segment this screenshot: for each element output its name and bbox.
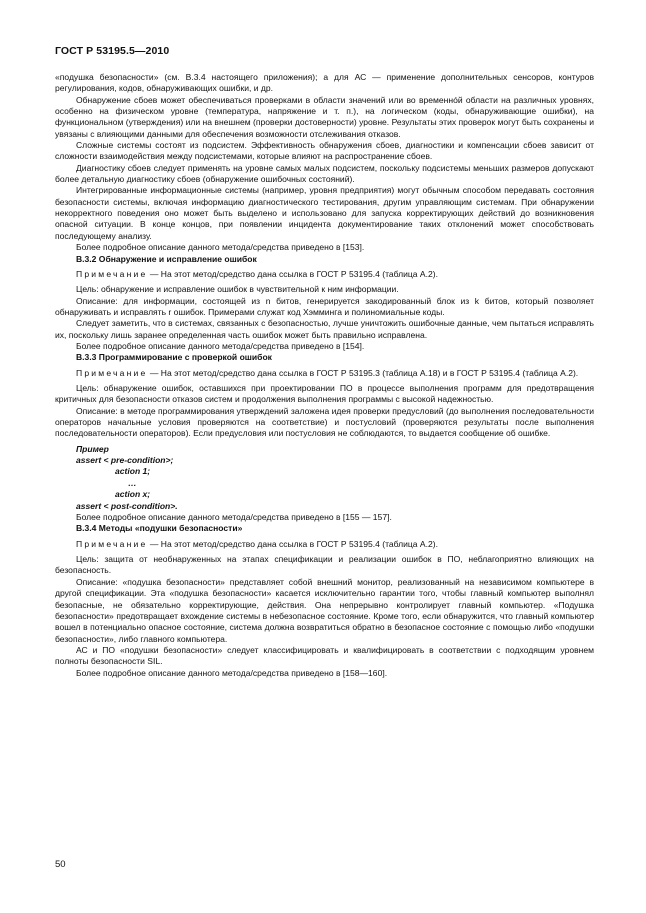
code-line: action 1; [115, 466, 151, 477]
code-line: action x; [115, 489, 151, 500]
paragraph: Цель: обнаружение и исправление ошибок в чувствительной к ним информации. [76, 284, 399, 295]
paragraph: Диагностику сбоев следует применять на уровне самых малых подсистем, поскольку подсистемы меньших размеров допускают более детальную диагностику сбоев (обнаружение ошибочных состояний). [55, 162, 594, 185]
code-line: … [128, 477, 137, 488]
paragraph: Описание: в методе программирования утверждений заложена идея проверки предусловий (до выполнения последовательности операторов начальные условия проверяются на соответствие) и постусловий (проверяются результаты после выполнения последовательности операторов). Если предусловия или постусловия не соблюдаются, то выдается сообщение об ошибке. [55, 405, 594, 439]
paragraph: Обнаружение сбоев может обеспечиваться проверками в области значений или во временнóй области на различных уровнях, особенно на физическом уровне (температура, напряжение и т. п.), на логическом (коды, обнаруживающие ошибки), на функциональном (утверждения) или на внешнем (проверки достоверности) уровне. Результаты этих проверок могут быть сохранены и увязаны с влияющими данными для обеспечения возможности отслеживания отказов. [55, 94, 594, 139]
note-label: Примечание [76, 367, 148, 378]
paragraph: Следует заметить, что в системах, связанных с безопасностью, лучше уничтожить ошибочные данные, чем пытаться исправлять их, поскольку лишь заранее определенная часть ошибок может быть правильно исправлена. [55, 318, 594, 340]
paragraph: Сложные системы состоят из подсистем. Эффективность обнаружения сбоев, диагностики и компенсации сбоев зависит от сложности взаимодействия между подсистемами, которые влияют на распространение сбоев. [55, 140, 594, 162]
note [55, 539, 594, 550]
paragraph: Описание: для информации, состоящей из n битов, генерируется закодированный блок из k битов, который позволяет обнаруживать и исправлять r ошибок. Примерами служат код Хэмминга и полиномиальные коды. [55, 295, 594, 317]
note-label: Примечание [76, 538, 148, 549]
code-line: assert < pre-condition>; [76, 455, 174, 466]
example-label: Пример [76, 443, 109, 454]
paragraph: Более подробное описание данного метода/средства приведено в [154]. [76, 340, 365, 351]
paragraph: Более подробное описание данного метода/средства приведено в [158—160]. [76, 667, 388, 678]
note-text: — На этот метод/средство дана ссылка в ГОСТ Р 53195.4 (таблица А.2). [147, 268, 438, 279]
section-heading: В.3.4 Методы «подушки безопасности» [76, 523, 243, 534]
paragraph: АС и ПО «подушки безопасности» следует классифицировать и квалифицировать в соответствии с подходящим уровнем полноты безопасности SIL. [55, 644, 594, 667]
code-line: assert < post-condition>. [76, 500, 178, 511]
document-header: ГОСТ Р 53195.5—2010 [55, 45, 170, 57]
note [55, 269, 594, 280]
code-example [55, 444, 594, 512]
page-number: 50 [55, 859, 66, 870]
note [55, 368, 594, 379]
paragraph: Интегрированные информационные системы (например, уровня предприятия) могут обычным способом передавать состояния безопасности системы, включая информацию диагностического тестирования, другим управляющим системам. При обнаружении некорректного поведения оно может быть выделено и использовано для запуска корректирующих действий до возникновения опасной ситуации. В конце концов, при появлении инцидента документирование таких отклонений может способствовать последующему анализу. [55, 185, 594, 241]
paragraph: Цель: обнаружение ошибок, оставшихся при проектировании ПО в процессе выполнения программ для предотвращения критичных для безопасности отказов систем и продолжения выполнения программы с высокой надежностью. [55, 382, 594, 405]
note-label: Примечание [76, 268, 148, 279]
note-text: — На этот метод/средство дана ссылка в ГОСТ Р 53195.3 (таблица А.18) и в ГОСТ Р 53195.4 (таблица А.2). [147, 367, 579, 378]
document-body [55, 72, 594, 679]
paragraph: «подушка безопасности» (см. В.3.4 настоящего приложения); а для АС — применение дополнительных сенсоров, контуров регулирования, кодов, обнаруживающих ошибки, и др. [55, 72, 594, 94]
note-text: — На этот метод/средство дана ссылка в ГОСТ Р 53195.4 (таблица А.2). [147, 538, 438, 549]
paragraph: Более подробное описание данного метода/средства приведено в [153]. [76, 242, 365, 253]
section-heading: В.3.2 Обнаружение и исправление ошибок [76, 253, 257, 264]
paragraph: Цель: защита от необнаруженных на этапах спецификации и реализации ошибок в ПО, неблагоприятно влияющих на безопасность. [55, 554, 594, 576]
section-heading: В.3.3 Программирование с проверкой ошибок [76, 352, 272, 363]
paragraph: Описание: «подушка безопасности» представляет собой внешний монитор, реализованный на независимом компьютере в другой спецификации. Эта «подушка безопасности» касается исключительно гарантии того, чтобы главный компьютер выполнял безопасные, не обязательно корректирующие, действия. Она непрерывно контролирует главный компьютер. «Подушка безопасности» предотвращает вхождение системы в небезопасное состояние. Кроме того, если обнаружится, что главный компьютер вошел в потенциально опасное состояние, система должна возвратиться обратно в безопасное состояние с помощью либо «подушки безопасности», либо главного компьютера. [55, 576, 594, 644]
paragraph: Более подробное описание данного метода/средства приведено в [155 — 157]. [76, 512, 392, 523]
